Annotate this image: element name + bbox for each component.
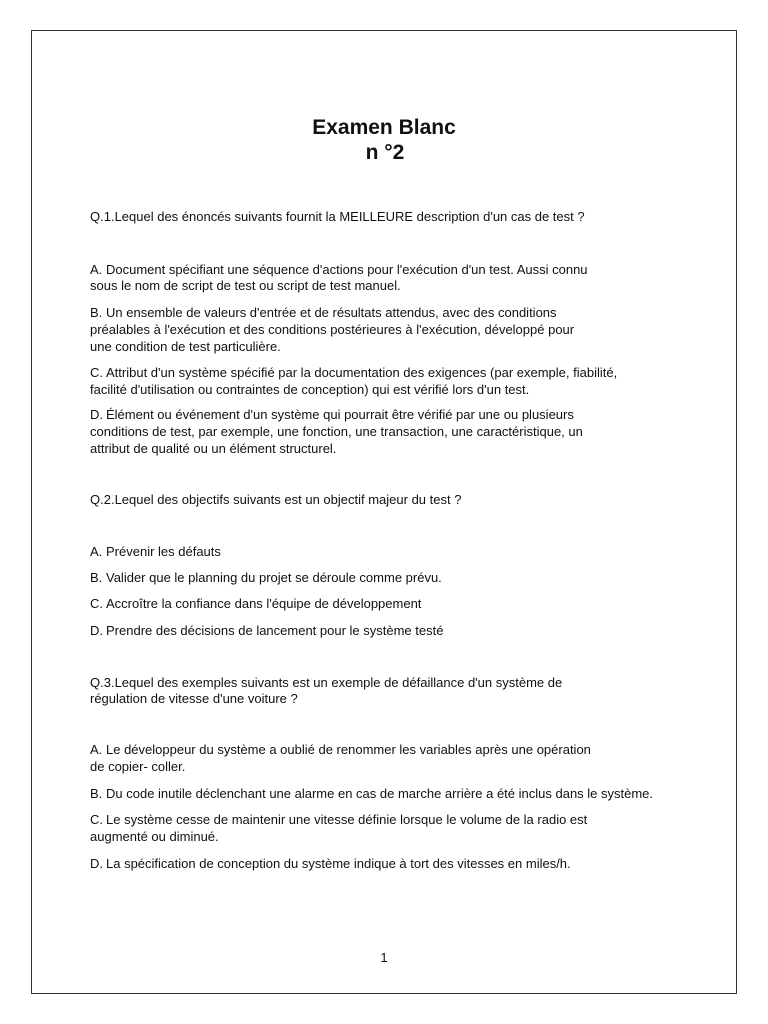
option-label: B.	[90, 570, 103, 585]
page-number: 1	[380, 950, 388, 965]
option-label: A.	[90, 262, 103, 277]
option-text-line: Accroître la confiance dans l'équipe de développement	[106, 596, 422, 611]
question-2-option-c	[90, 595, 650, 612]
option-text-line: Attribut d'un système spécifié par la documentation des exigences (par exemple, fiabilité,	[106, 365, 618, 380]
option-label: C.	[90, 365, 103, 380]
option-label: D.	[90, 407, 103, 422]
option-text-line: Prévenir les défauts	[106, 544, 221, 559]
question-3-option-b	[90, 785, 710, 802]
question-2-option-a	[90, 543, 650, 560]
question-2-option-d	[90, 622, 650, 639]
option-label: B.	[90, 786, 103, 801]
option-text-line: attribut de qualité ou un élément structurel.	[90, 441, 337, 456]
question-prompt-line: régulation de vitesse d'une voiture ?	[90, 691, 298, 706]
option-text-line: La spécification de conception du système indique à tort des vitesses en miles/h.	[106, 856, 571, 871]
option-text-line: de copier- coller.	[90, 759, 186, 774]
option-text-line: augmenté ou diminué.	[90, 829, 219, 844]
option-text-line: une condition de test particulière.	[90, 339, 281, 354]
option-text-line: Le développeur du système a oublié de renommer les variables après une opération	[106, 742, 591, 757]
option-text-line: Valider que le planning du projet se déroule comme prévu.	[106, 570, 442, 585]
option-label: A.	[90, 742, 103, 757]
question-2-option-b	[90, 569, 650, 586]
option-label: C.	[90, 596, 103, 611]
page-border	[31, 30, 737, 994]
option-label: A.	[90, 544, 103, 559]
option-label: D.	[90, 623, 103, 638]
question-prompt-line: Q.3.Lequel des exemples suivants est un exemple de défaillance d'un système de	[90, 675, 563, 690]
option-text-line: facilité d'utilisation ou contraintes de conception) qui est vérifié lors d'un test.	[90, 382, 530, 397]
option-label: C.	[90, 812, 103, 827]
option-label: D.	[90, 856, 103, 871]
option-text-line: Un ensemble de valeurs d'entrée et de résultats attendus, avec des conditions	[106, 305, 557, 320]
option-text-line: Prendre des décisions de lancement pour le système testé	[106, 623, 444, 638]
question-2-prompt: Q.2.Lequel des objectifs suivants est un objectif majeur du test ?	[90, 492, 462, 507]
document-title: Examen Blanc	[312, 116, 456, 139]
question-1-prompt: Q.1.Lequel des énoncés suivants fournit la MEILLEURE description d'un cas de test ?	[90, 209, 585, 224]
option-label: B.	[90, 305, 103, 320]
option-text-line: sous le nom de script de test ou script de test manuel.	[90, 278, 401, 293]
option-text-line: Document spécifiant une séquence d'actions pour l'exécution d'un test. Aussi connu	[106, 262, 588, 277]
option-text-line: Du code inutile déclenchant une alarme en cas de marche arrière a été inclus dans le système.	[106, 786, 654, 801]
option-text-line: conditions de test, par exemple, une fonction, une transaction, une caractéristique, un	[90, 424, 583, 439]
option-text-line: Élément ou événement d'un système qui pourrait être vérifié par une ou plusieurs	[106, 407, 574, 422]
question-3-option-d	[90, 855, 650, 872]
option-text-line: Le système cesse de maintenir une vitesse définie lorsque le volume de la radio est	[106, 812, 588, 827]
option-text-line: préalables à l'exécution et des conditions postérieures à l'exécution, développé pour	[90, 322, 575, 337]
document-subtitle: n °2	[365, 141, 405, 164]
